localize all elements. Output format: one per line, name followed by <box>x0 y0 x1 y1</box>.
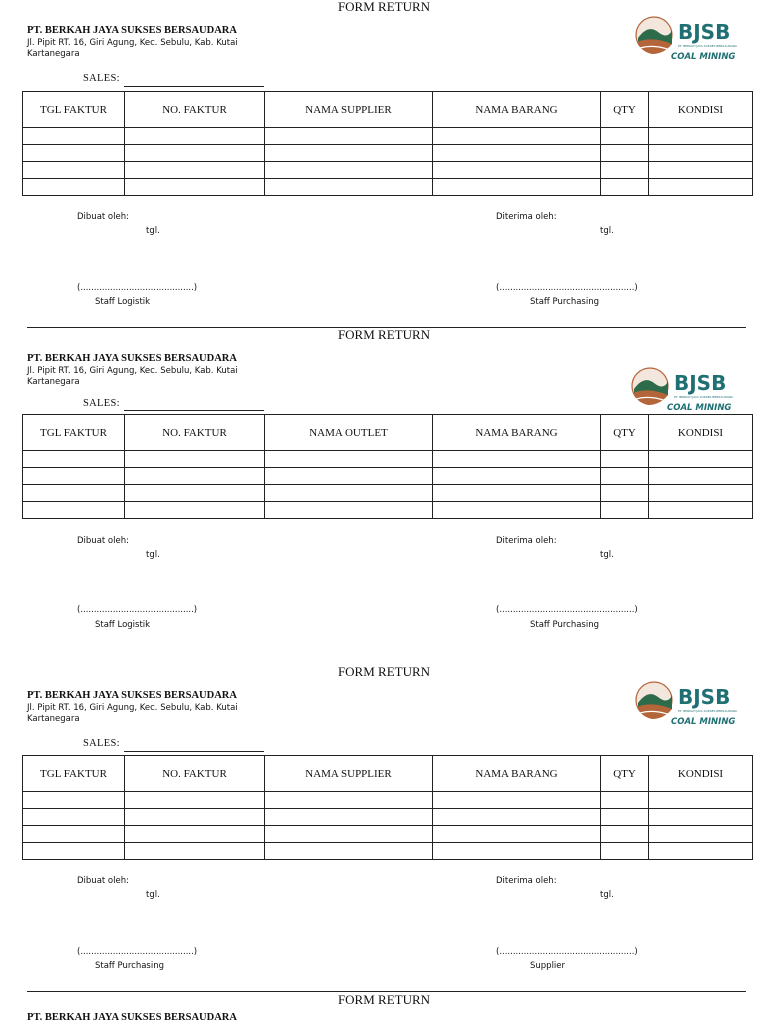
form-return-3 <box>0 665 768 990</box>
col-no-faktur: NO. FAKTUR <box>125 756 265 792</box>
table-cell[interactable] <box>601 468 649 485</box>
logo-slot <box>634 679 744 729</box>
svg-text:PT. BERKAH JAYA SUKSES BERSAUD: PT. BERKAH JAYA SUKSES BERSAUDARA <box>674 395 733 399</box>
table-cell[interactable] <box>265 792 433 809</box>
table-cell[interactable] <box>125 179 265 196</box>
table-cell[interactable] <box>601 502 649 519</box>
table-row <box>23 843 753 860</box>
logo-slot <box>634 14 744 64</box>
received-by-label: Diterima oleh: <box>496 212 557 222</box>
bjsb-logo <box>634 14 744 64</box>
received-by-label: Diterima oleh: <box>496 876 557 886</box>
table-cell[interactable] <box>23 179 125 196</box>
table-row <box>23 128 753 145</box>
col-qty: QTY <box>601 92 649 128</box>
table-cell[interactable] <box>601 843 649 860</box>
col-kondisi: KONDISI <box>649 92 753 128</box>
col-kondisi: KONDISI <box>649 415 753 451</box>
table-cell[interactable] <box>265 179 433 196</box>
table-cell[interactable] <box>649 502 753 519</box>
signer-role-left: Staff Logistik <box>95 297 151 307</box>
table-cell[interactable] <box>265 826 433 843</box>
signer-role-right: Staff Purchasing <box>530 620 600 630</box>
table-cell[interactable] <box>601 128 649 145</box>
signer-role-left: Staff Purchasing <box>95 961 165 971</box>
table-cell[interactable] <box>601 162 649 179</box>
table-cell[interactable] <box>265 468 433 485</box>
signature-line-right: (..................................................) <box>496 605 638 615</box>
table-cell[interactable] <box>125 826 265 843</box>
col-qty: QTY <box>601 415 649 451</box>
table-cell[interactable] <box>265 128 433 145</box>
table-row <box>23 792 753 809</box>
svg-text:PT. BERKAH JAYA SUKSES BERSAUD: PT. BERKAH JAYA SUKSES BERSAUDARA <box>678 709 737 713</box>
table-cell[interactable] <box>433 179 601 196</box>
col-nama-supplier: NAMA SUPPLIER <box>265 92 433 128</box>
table-cell[interactable] <box>125 145 265 162</box>
form-return-4 <box>0 993 768 1024</box>
date-label-right: tgl. <box>600 550 614 560</box>
table-cell[interactable] <box>649 451 753 468</box>
table-cell[interactable] <box>601 792 649 809</box>
table-cell[interactable] <box>125 451 265 468</box>
table-cell[interactable] <box>125 843 265 860</box>
table-cell[interactable] <box>125 468 265 485</box>
table-row <box>23 502 753 519</box>
col-tgl-faktur: TGL FAKTUR <box>23 92 125 128</box>
table-cell[interactable] <box>125 485 265 502</box>
table-cell[interactable] <box>601 485 649 502</box>
col-tgl-faktur: TGL FAKTUR <box>23 756 125 792</box>
sales-field[interactable] <box>124 86 264 87</box>
table-cell[interactable] <box>23 145 125 162</box>
table-row <box>23 485 753 502</box>
table-cell[interactable] <box>23 792 125 809</box>
date-label-left: tgl. <box>146 890 160 900</box>
svg-text:BJSB: BJSB <box>678 20 731 44</box>
made-by-label: Dibuat oleh: <box>77 536 129 546</box>
table-cell[interactable] <box>601 451 649 468</box>
table-row <box>23 451 753 468</box>
form-title: FORM RETURN <box>337 0 431 14</box>
table-cell[interactable] <box>265 162 433 179</box>
date-label-left: tgl. <box>146 550 160 560</box>
svg-text:COAL MINING: COAL MINING <box>671 52 736 62</box>
table-cell[interactable] <box>649 843 753 860</box>
signature-line-left: (..........................................) <box>77 605 198 615</box>
table-cell[interactable] <box>265 502 433 519</box>
table-cell[interactable] <box>265 809 433 826</box>
col-nama-barang: NAMA BARANG <box>433 415 601 451</box>
table-cell[interactable] <box>433 792 601 809</box>
signer-role-left: Staff Logistik <box>95 620 151 630</box>
col-nama-supplier: NAMA SUPPLIER <box>265 756 433 792</box>
table-cell[interactable] <box>649 809 753 826</box>
sales-label: SALES: <box>83 738 120 749</box>
table-row <box>23 826 753 843</box>
table-cell[interactable] <box>125 502 265 519</box>
table-cell[interactable] <box>433 826 601 843</box>
signature-line-right: (..................................................) <box>496 947 638 957</box>
form-title: FORM RETURN <box>337 993 431 1007</box>
table-header-row <box>23 756 753 792</box>
table-cell[interactable] <box>649 485 753 502</box>
return-table <box>22 755 753 860</box>
table-cell[interactable] <box>649 826 753 843</box>
table-cell[interactable] <box>23 502 125 519</box>
table-row <box>23 809 753 826</box>
col-nama-barang: NAMA BARANG <box>433 92 601 128</box>
table-cell[interactable] <box>601 809 649 826</box>
table-cell[interactable] <box>433 145 601 162</box>
signature-line-right: (..................................................) <box>496 283 638 293</box>
table-cell[interactable] <box>649 792 753 809</box>
made-by-label: Dibuat oleh: <box>77 876 129 886</box>
signer-role-right: Staff Purchasing <box>530 297 600 307</box>
made-by-label: Dibuat oleh: <box>77 212 129 222</box>
col-no-faktur: NO. FAKTUR <box>125 92 265 128</box>
date-label-right: tgl. <box>600 226 614 236</box>
col-no-faktur: NO. FAKTUR <box>125 415 265 451</box>
table-cell[interactable] <box>433 843 601 860</box>
form-return-2 <box>0 328 768 658</box>
svg-text:BJSB: BJSB <box>674 371 727 395</box>
table-header-row <box>23 415 753 451</box>
table-cell[interactable] <box>125 792 265 809</box>
table-cell[interactable] <box>23 162 125 179</box>
col-qty: QTY <box>601 756 649 792</box>
table-cell[interactable] <box>23 485 125 502</box>
table-cell[interactable] <box>601 826 649 843</box>
sales-field[interactable] <box>124 751 264 752</box>
received-by-label: Diterima oleh: <box>496 536 557 546</box>
table-cell[interactable] <box>265 145 433 162</box>
signer-role-right: Supplier <box>530 961 566 971</box>
company-address: Jl. Pipit RT. 16, Giri Agung, Kec. Sebulu, Kab. Kutai Kartanegara <box>27 38 238 59</box>
signature-line-left: (..........................................) <box>77 947 198 957</box>
table-cell[interactable] <box>23 128 125 145</box>
svg-text:COAL MINING: COAL MINING <box>667 403 732 413</box>
company-name: PT. BERKAH JAYA SUKSES BERSAUDARA <box>27 353 237 364</box>
svg-text:COAL MINING: COAL MINING <box>671 717 736 727</box>
sales-field[interactable] <box>124 410 264 411</box>
table-cell[interactable] <box>649 128 753 145</box>
bjsb-logo <box>634 679 744 729</box>
form-title: FORM RETURN <box>337 664 431 679</box>
table-row <box>23 162 753 179</box>
table-cell[interactable] <box>433 162 601 179</box>
table-cell[interactable] <box>649 162 753 179</box>
table-cell[interactable] <box>649 468 753 485</box>
return-table <box>22 414 753 519</box>
date-label-left: tgl. <box>146 226 160 236</box>
table-cell[interactable] <box>265 843 433 860</box>
table-cell[interactable] <box>601 179 649 196</box>
sales-label: SALES: <box>83 73 120 84</box>
table-row <box>23 145 753 162</box>
table-cell[interactable] <box>23 843 125 860</box>
table-cell[interactable] <box>433 502 601 519</box>
signature-line-left: (..........................................) <box>77 283 198 293</box>
company-name: PT. BERKAH JAYA SUKSES BERSAUDARA <box>27 1012 237 1023</box>
table-cell[interactable] <box>433 128 601 145</box>
svg-text:BJSB: BJSB <box>678 685 731 709</box>
table-cell[interactable] <box>125 162 265 179</box>
company-name: PT. BERKAH JAYA SUKSES BERSAUDARA <box>27 690 237 701</box>
col-tgl-faktur: TGL FAKTUR <box>23 415 125 451</box>
table-row <box>23 179 753 196</box>
table-cell[interactable] <box>601 145 649 162</box>
table-cell[interactable] <box>649 179 753 196</box>
logo-slot <box>630 365 740 415</box>
table-cell[interactable] <box>433 809 601 826</box>
company-address: Jl. Pipit RT. 16, Giri Agung, Kec. Sebulu, Kab. Kutai Kartanegara <box>27 366 238 387</box>
table-cell[interactable] <box>23 826 125 843</box>
table-cell[interactable] <box>433 468 601 485</box>
svg-text:PT. BERKAH JAYA SUKSES BERSAUD: PT. BERKAH JAYA SUKSES BERSAUDARA <box>678 44 737 48</box>
col-kondisi: KONDISI <box>649 756 753 792</box>
company-name: PT. BERKAH JAYA SUKSES BERSAUDARA <box>27 25 237 36</box>
table-cell[interactable] <box>433 451 601 468</box>
sales-label: SALES: <box>83 398 120 409</box>
form-return-1 <box>0 0 768 327</box>
table-cell[interactable] <box>649 145 753 162</box>
table-cell[interactable] <box>125 809 265 826</box>
table-cell[interactable] <box>23 451 125 468</box>
table-header-row <box>23 92 753 128</box>
bjsb-logo <box>630 365 740 415</box>
table-cell[interactable] <box>433 485 601 502</box>
company-address: Jl. Pipit RT. 16, Giri Agung, Kec. Sebulu, Kab. Kutai Kartanegara <box>27 703 238 724</box>
table-cell[interactable] <box>265 485 433 502</box>
return-table <box>22 91 753 196</box>
table-cell[interactable] <box>23 809 125 826</box>
col-nama-outlet: NAMA OUTLET <box>265 415 433 451</box>
col-nama-barang: NAMA BARANG <box>433 756 601 792</box>
table-cell[interactable] <box>125 128 265 145</box>
table-cell[interactable] <box>265 451 433 468</box>
date-label-right: tgl. <box>600 890 614 900</box>
form-title: FORM RETURN <box>337 327 431 342</box>
table-cell[interactable] <box>23 468 125 485</box>
table-row <box>23 468 753 485</box>
divider <box>27 991 746 992</box>
